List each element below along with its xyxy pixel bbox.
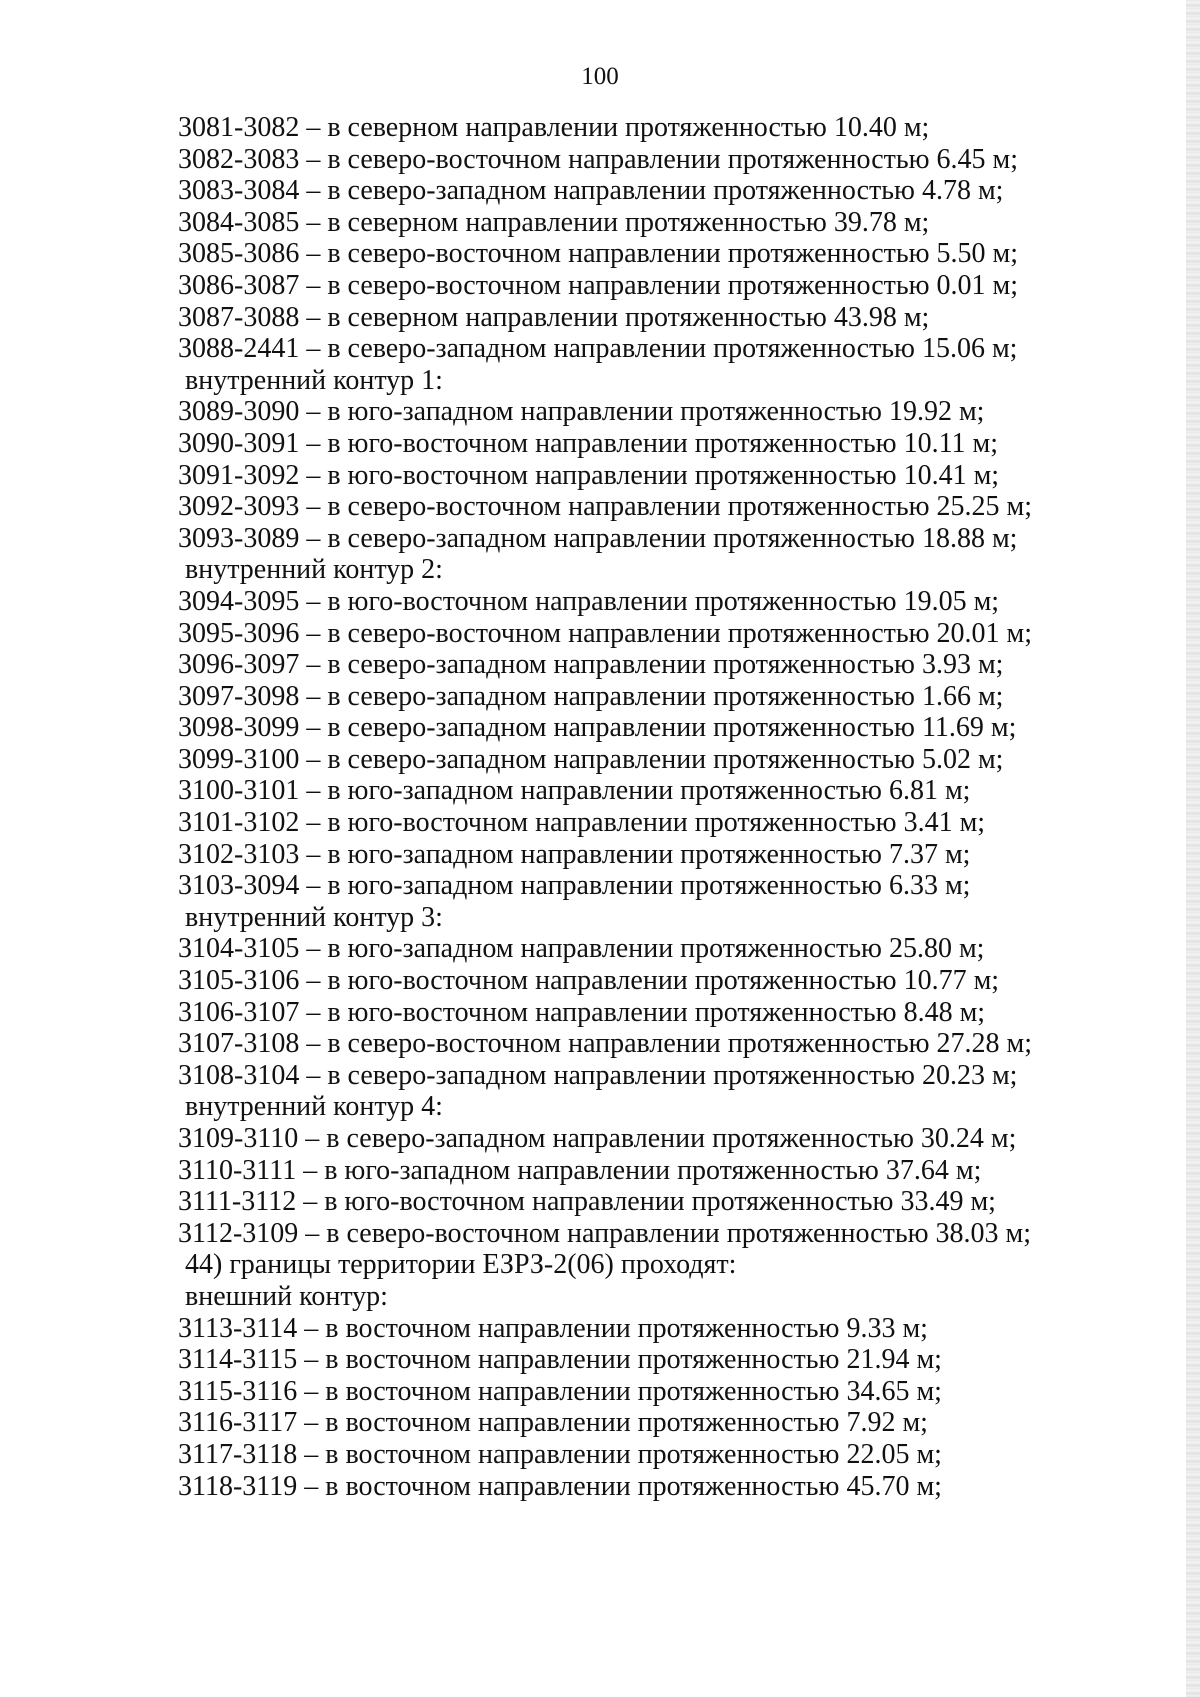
boundary-segment-line: 3114-3115 – в восточном направлении протяженностью 21.94 м; <box>178 1344 942 1376</box>
boundary-segment-line: 3082-3083 – в северо-восточном направлении протяженностью 6.45 м; <box>178 143 1019 175</box>
boundary-segment-line: 3113-3114 – в восточном направлении протяженностью 9.33 м; <box>178 1312 928 1344</box>
section-heading: внутренний контур 4: <box>185 1091 443 1123</box>
boundary-segment-line: 3104-3105 – в юго-западном направлении протяженностью 25.80 м; <box>178 933 985 965</box>
boundary-segment-line: 3091-3092 – в юго-восточном направлении протяженностью 10.41 м; <box>178 459 1000 491</box>
boundary-segment-line: 3092-3093 – в северо-восточном направлении протяженностью 25.25 м; <box>178 491 1033 523</box>
boundary-segment-line: 3115-3116 – в восточном направлении протяженностью 34.65 м; <box>178 1375 942 1407</box>
page-number: 100 <box>581 63 619 90</box>
section-heading: внутренний контур 1: <box>185 364 443 396</box>
boundary-segment-line: 3108-3104 – в северо-западном направлении протяженностью 20.23 м; <box>178 1059 1018 1091</box>
boundary-segment-line: 3106-3107 – в юго-восточном направлении протяженностью 8.48 м; <box>178 996 986 1028</box>
boundary-segment-line: 3111-3112 – в юго-восточном направлении протяженностью 33.49 м; <box>178 1186 996 1218</box>
section-heading: внутренний контур 2: <box>185 554 443 586</box>
boundary-segment-line: 3110-3111 – в юго-западном направлении протяженностью 37.64 м; <box>178 1154 982 1186</box>
boundary-segment-line: 3089-3090 – в юго-западном направлении протяженностью 19.92 м; <box>178 396 985 428</box>
boundary-segment-line: 3102-3103 – в юго-западном направлении протяженностью 7.37 м; <box>178 838 971 870</box>
boundary-segment-line: 3100-3101 – в юго-западном направлении протяженностью 6.81 м; <box>178 775 971 807</box>
boundary-segment-line: 3112-3109 – в северо-восточном направлении протяженностью 38.03 м; <box>178 1217 1032 1249</box>
boundary-segment-line: 3118-3119 – в восточном направлении протяженностью 45.70 м; <box>178 1470 942 1502</box>
boundary-segment-line: 3105-3106 – в юго-восточном направлении протяженностью 10.77 м; <box>178 965 1000 997</box>
boundary-segment-line: 3101-3102 – в юго-восточном направлении протяженностью 3.41 м; <box>178 807 986 839</box>
boundary-segment-line: 3099-3100 – в северо-западном направлении протяженностью 5.02 м; <box>178 743 1004 775</box>
document-body <box>178 112 1138 1502</box>
boundary-segment-line: 3093-3089 – в северо-западном направлении протяженностью 18.88 м; <box>178 522 1018 554</box>
boundary-segment-line: 3103-3094 – в юго-западном направлении протяженностью 6.33 м; <box>178 870 971 902</box>
boundary-segment-line: 3095-3096 – в северо-восточном направлении протяженностью 20.01 м; <box>178 617 1033 649</box>
boundary-segment-line: 3098-3099 – в северо-западном направлении протяженностью 11.69 м; <box>178 712 1017 744</box>
boundary-segment-line: 3087-3088 – в северном направлении протяженностью 43.98 м; <box>178 301 930 333</box>
section-heading: внешний контур: <box>185 1280 388 1312</box>
boundary-segment-line: 3107-3108 – в северо-восточном направлении протяженностью 27.28 м; <box>178 1028 1033 1060</box>
boundary-segment-line: 3096-3097 – в северо-западном направлении протяженностью 3.93 м; <box>178 649 1004 681</box>
boundary-segment-line: 3117-3118 – в восточном направлении протяженностью 22.05 м; <box>178 1438 942 1470</box>
boundary-segment-line: 3088-2441 – в северо-западном направлении протяженностью 15.06 м; <box>178 333 1018 365</box>
boundary-segment-line: 3081-3082 – в северном направлении протяженностью 10.40 м; <box>178 112 930 143</box>
boundary-segment-line: 3084-3085 – в северном направлении протяженностью 39.78 м; <box>178 206 930 238</box>
boundary-segment-line: 3116-3117 – в восточном направлении протяженностью 7.92 м; <box>178 1407 928 1439</box>
boundary-segment-line: 3097-3098 – в северо-западном направлении протяженностью 1.66 м; <box>178 680 1004 712</box>
boundary-segment-line: 3085-3086 – в северо-восточном направлении протяженностью 5.50 м; <box>178 238 1019 270</box>
scan-edge <box>1186 0 1200 1697</box>
boundary-segment-line: 3086-3087 – в северо-восточном направлении протяженностью 0.01 м; <box>178 269 1019 301</box>
boundary-segment-line: 3094-3095 – в юго-восточном направлении протяженностью 19.05 м; <box>178 585 1000 617</box>
section-heading: внутренний контур 3: <box>185 901 443 933</box>
boundary-segment-line: 3090-3091 – в юго-восточном направлении протяженностью 10.11 м; <box>178 427 999 459</box>
boundary-segment-line: 3109-3110 – в северо-западном направлении протяженностью 30.24 м; <box>178 1123 1017 1154</box>
boundary-segment-line: 3083-3084 – в северо-западном направлении протяженностью 4.78 м; <box>178 175 1004 207</box>
section-heading: 44) границы территории ЕЗРЗ-2(06) проходят: <box>185 1249 737 1281</box>
